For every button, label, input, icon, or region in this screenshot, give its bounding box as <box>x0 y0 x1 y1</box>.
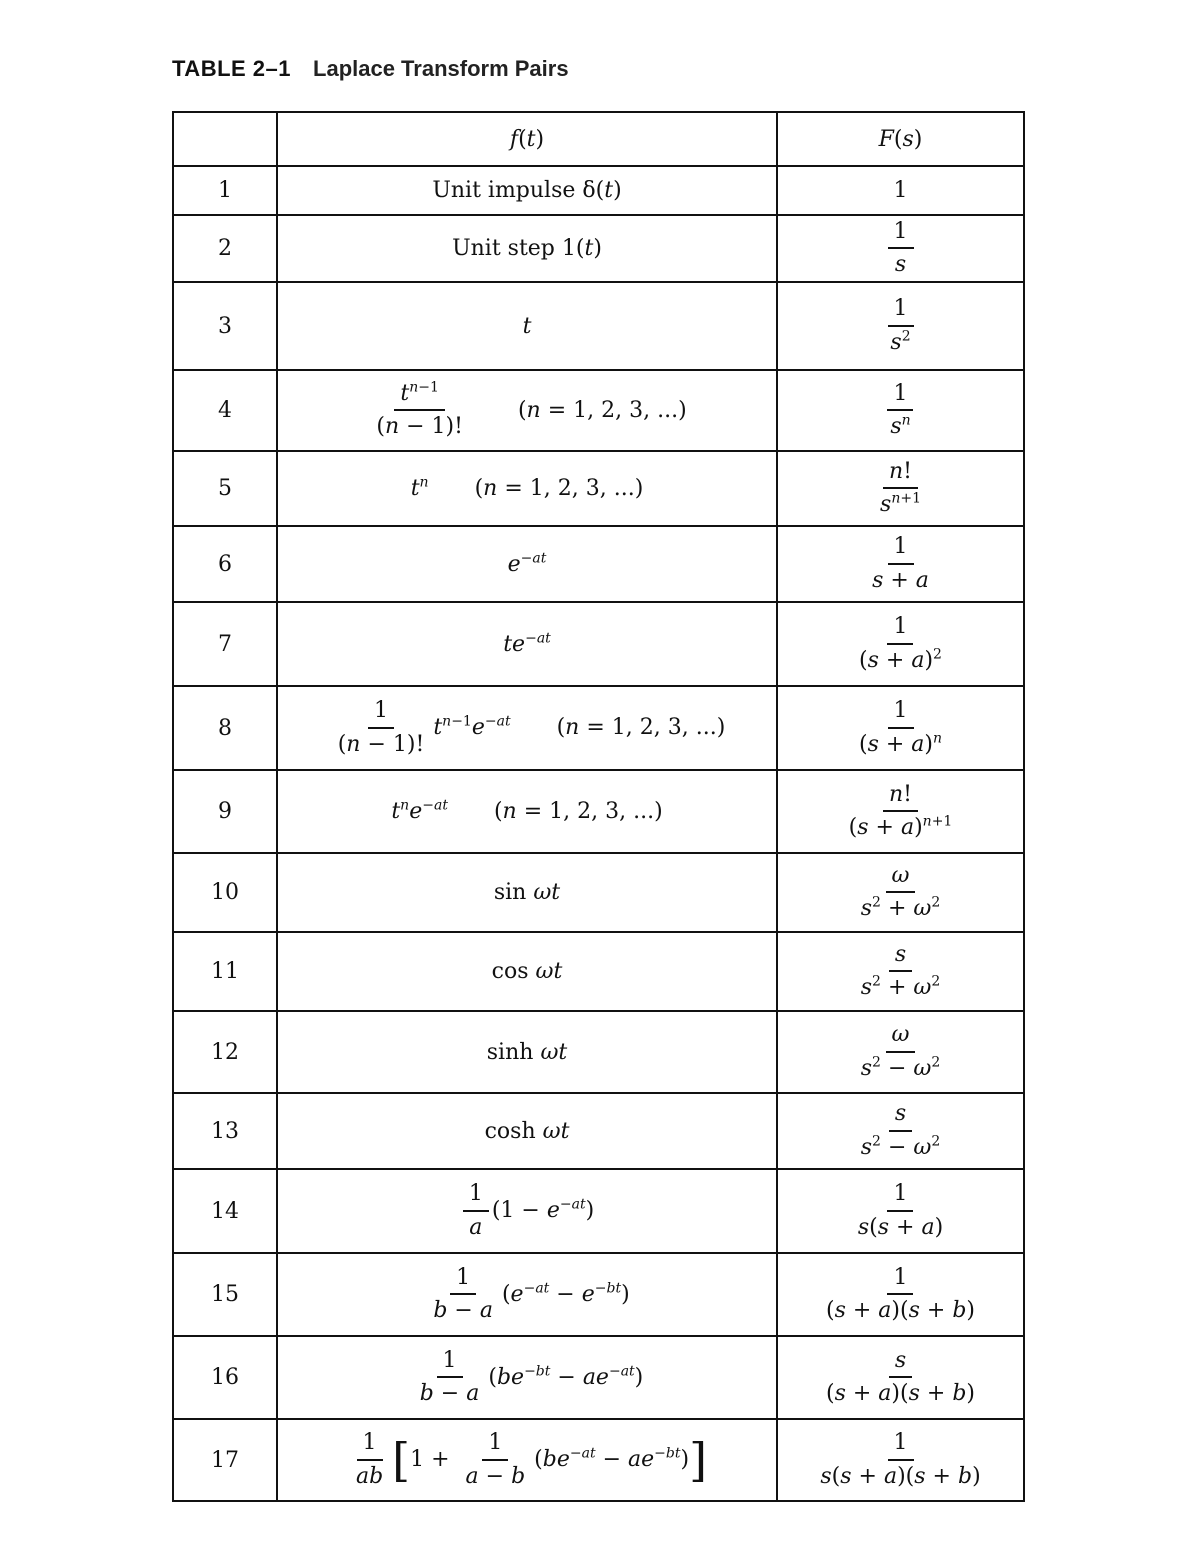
Fs-cell: $\frac{\omega}{s^2 + \omega^2}$ <box>777 853 1024 932</box>
row-number: 3 <box>173 282 277 370</box>
header-ft: f(t) <box>277 112 777 166</box>
table-row <box>173 1011 1024 1093</box>
table-row <box>173 1253 1024 1336</box>
row-number: 14 <box>173 1169 277 1253</box>
ft-cell: sinh ωt <box>277 1011 777 1093</box>
header-Fs: F(s) <box>777 112 1024 166</box>
row-number: 17 <box>173 1419 277 1501</box>
Fs-cell: $\frac{1}{s + a}$ <box>777 526 1024 602</box>
Fs-cell: $\frac{n!}{(s + a)^{n+1}}$ <box>777 770 1024 853</box>
ft-cell: $\frac{1}{a}$ $(1 - e^{-at})$ <box>277 1169 777 1253</box>
page-title <box>172 56 569 82</box>
Fs-cell: 1 <box>777 166 1024 215</box>
row-number: 13 <box>173 1093 277 1169</box>
table-row <box>173 932 1024 1011</box>
ft-cell: sin ωt <box>277 853 777 932</box>
ft-cell: $\frac{t^{n-1}}{(n - 1)!}$ (n = 1, 2, 3, ...) <box>277 370 777 451</box>
table-header-row <box>173 112 1024 166</box>
table-row <box>173 686 1024 770</box>
ft-cell: $t^ne^{-at}$ (n = 1, 2, 3, ...) <box>277 770 777 853</box>
Fs-cell: $\frac{1}{s(s + a)}$ <box>777 1169 1024 1253</box>
row-number: 12 <box>173 1011 277 1093</box>
Fs-cell: $\frac{s}{s^2 + \omega^2}$ <box>777 932 1024 1011</box>
table-row <box>173 1093 1024 1169</box>
row-number: 9 <box>173 770 277 853</box>
table-row <box>173 526 1024 602</box>
row-number: 5 <box>173 451 277 526</box>
table-row <box>173 602 1024 686</box>
Fs-cell: $\frac{s}{s^2 - \omega^2}$ <box>777 1093 1024 1169</box>
Fs-cell: $\frac{s}{(s + a)(s + b)}$ <box>777 1336 1024 1419</box>
ft-cell: $\frac{1}{b - a}$ $(be^{-bt} - ae^{-at})$ <box>277 1336 777 1419</box>
table-label: TABLE 2–1 <box>172 56 292 81</box>
ft-cell: $\frac{1}{b - a}$ $(e^{-at} - e^{-bt})$ <box>277 1253 777 1336</box>
table-row <box>173 215 1024 282</box>
table-row <box>173 451 1024 526</box>
row-number: 6 <box>173 526 277 602</box>
Fs-cell: $\frac{1}{s(s + a)(s + b)}$ <box>777 1419 1024 1501</box>
ft-cell: $\frac{1}{(n - 1)!}$ $t^{n-1}e^{-at}$ (n = 1, 2, 3, ...) <box>277 686 777 770</box>
row-number: 8 <box>173 686 277 770</box>
ft-cell: Unit step 1(t) <box>277 215 777 282</box>
table-row <box>173 282 1024 370</box>
ft-cell: $e^{-at}$ <box>277 526 777 602</box>
ft-cell: $\frac{1}{ab}$ [1 + $\frac{1}{a - b}$ $(be^{-at} - ae^{-bt})$] <box>277 1419 777 1501</box>
row-number: 1 <box>173 166 277 215</box>
Fs-cell: $\frac{n!}{s^{n+1}}$ <box>777 451 1024 526</box>
ft-cell: t <box>277 282 777 370</box>
ft-cell: cosh ωt <box>277 1093 777 1169</box>
row-number: 16 <box>173 1336 277 1419</box>
table-row <box>173 770 1024 853</box>
row-number: 2 <box>173 215 277 282</box>
table-row <box>173 853 1024 932</box>
table-row <box>173 1336 1024 1419</box>
table-row <box>173 166 1024 215</box>
ft-cell: cos ωt <box>277 932 777 1011</box>
table-row <box>173 370 1024 451</box>
row-number: 4 <box>173 370 277 451</box>
table-caption: Laplace Transform Pairs <box>313 56 569 81</box>
ft-cell: Unit impulse δ(t) <box>277 166 777 215</box>
ft-cell: $t^n$ (n = 1, 2, 3, ...) <box>277 451 777 526</box>
row-number: 7 <box>173 602 277 686</box>
table-row <box>173 1169 1024 1253</box>
Fs-cell: $\frac{\omega}{s^2 - \omega^2}$ <box>777 1011 1024 1093</box>
Fs-cell: $\frac{1}{(s + a)(s + b)}$ <box>777 1253 1024 1336</box>
Fs-cell: $\frac{1}{s^n}$ <box>777 370 1024 451</box>
Fs-cell: $\frac{1}{(s + a)^n}$ <box>777 686 1024 770</box>
row-number: 11 <box>173 932 277 1011</box>
row-number: 10 <box>173 853 277 932</box>
Fs-cell: $\frac{1}{(s + a)^2}$ <box>777 602 1024 686</box>
laplace-table <box>172 111 1025 1502</box>
Fs-cell: $\frac{1}{s}$ <box>777 215 1024 282</box>
row-number: 15 <box>173 1253 277 1336</box>
Fs-cell: $\frac{1}{s^2}$ <box>777 282 1024 370</box>
header-num <box>173 112 277 166</box>
ft-cell: $te^{-at}$ <box>277 602 777 686</box>
table-row <box>173 1419 1024 1501</box>
